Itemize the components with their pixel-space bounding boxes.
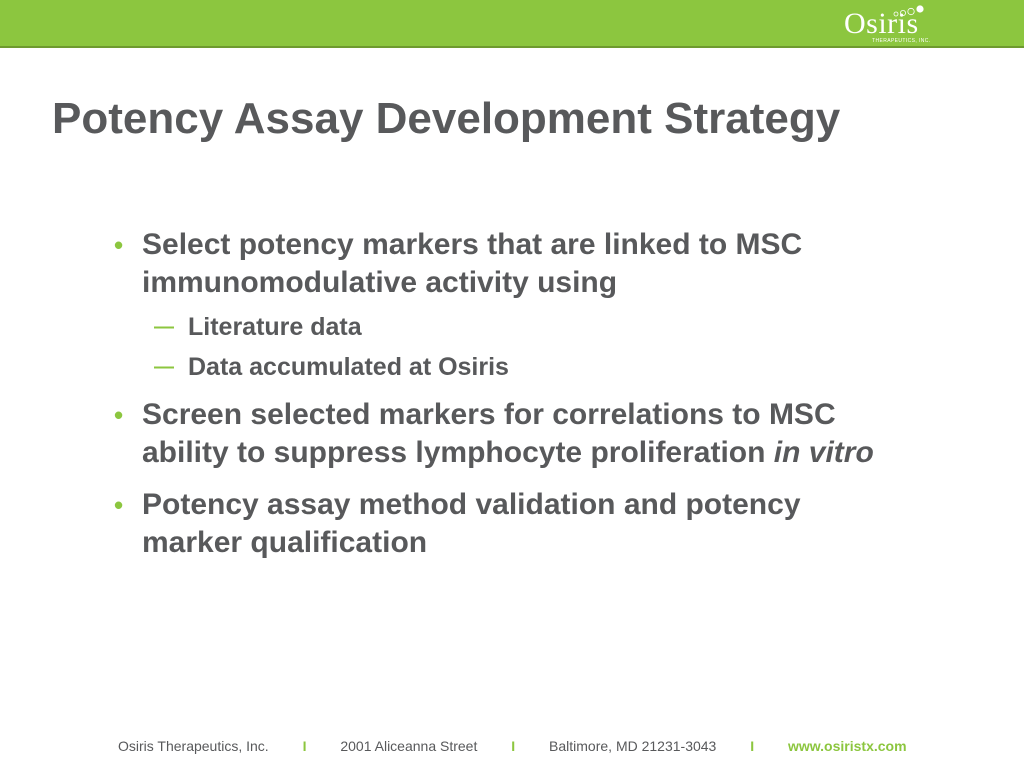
footer <box>118 737 907 755</box>
sub-bullet-item <box>114 312 894 342</box>
sub-bullet-item <box>114 352 894 382</box>
footer-separator: I <box>302 738 307 754</box>
dash-icon: — <box>154 316 174 338</box>
bullet-item <box>114 396 894 472</box>
bullet-item <box>114 226 894 302</box>
slide-content <box>114 226 894 562</box>
bullet-item <box>114 486 894 562</box>
sub-bullet-text: Literature data <box>188 313 362 341</box>
footer-separator: I <box>511 738 516 754</box>
sub-bullet-text: Data accumulated at Osiris <box>188 353 509 381</box>
bullet-icon: • <box>114 400 124 430</box>
footer-city: Baltimore, MD 21231-3043 <box>549 738 717 754</box>
bullet-icon: • <box>114 490 124 520</box>
bullet-icon: • <box>114 230 124 260</box>
osiris-logo <box>838 4 958 46</box>
footer-separator: I <box>750 738 755 754</box>
bullet-text: Screen selected markers for correlations to MSC ability to suppress lymphocyte proliferation <box>142 398 836 469</box>
logo-subtitle: THERAPEUTICS, INC. <box>872 38 931 44</box>
bullet-italic-text: in vitro <box>773 436 874 469</box>
footer-street: 2001 Aliceanna Street <box>340 738 478 754</box>
header-divider <box>0 46 1024 48</box>
logo-wordmark: Osiris <box>844 7 919 40</box>
footer-company: Osiris Therapeutics, Inc. <box>118 738 269 754</box>
bullet-text: Select potency markers that are linked to MSC immunomodulative activity using <box>142 228 803 299</box>
footer-website-link[interactable]: www.osiristx.com <box>788 738 907 754</box>
slide-title: Potency Assay Development Strategy <box>52 94 841 143</box>
bullet-text: Potency assay method validation and potency marker qualification <box>142 488 801 559</box>
dash-icon: — <box>154 356 174 378</box>
